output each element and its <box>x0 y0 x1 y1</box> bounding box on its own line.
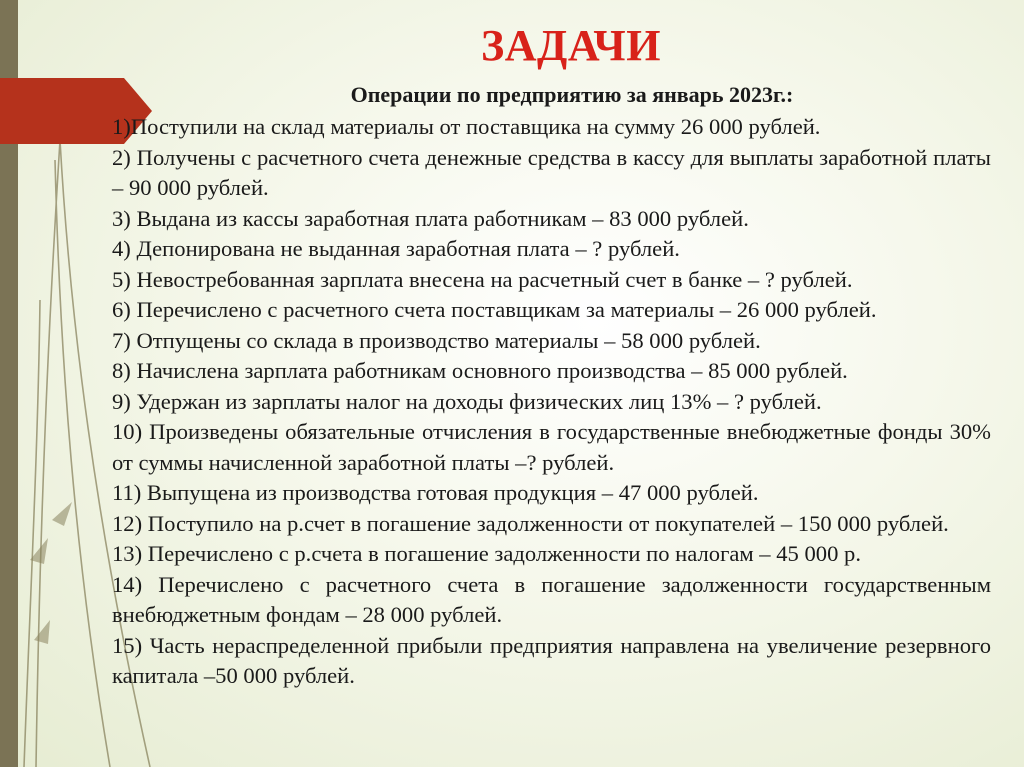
task-item: 5) Невостребованная зарплата внесена на расчетный счет в банке – ? рублей. <box>112 266 853 292</box>
task-item: 1)Поступили на склад материалы от поставщика на сумму 26 000 рублей. <box>112 114 821 139</box>
task-item: 13) Перечислено с р.счета в погашение задолженности по налогам – 45 000 р. <box>112 541 861 566</box>
task-item: 12) Поступило на р.счет в погашение задолженности от покупателей – 150 000 рублей. <box>112 510 949 536</box>
task-item: 2) Получены с расчетного счета денежные средства в кассу для выплаты заработной платы – 90 000 рублей. <box>112 144 991 200</box>
task-item: 14) Перечислено с расчетного счета в погашение задолженности государственным внебюджетным фондам – 28 000 рублей. <box>112 571 991 627</box>
task-item: 10) Произведены обязательные отчисления в государственные внебюджетные фонды 30% от суммы начисленной заработной платы –? рублей. <box>112 419 991 475</box>
task-list <box>112 112 991 692</box>
slide-title: ЗАДАЧИ <box>481 21 661 70</box>
task-item: 8) Начислена зарплата работникам основного производства – 85 000 рублей. <box>112 358 848 383</box>
task-item: 7) Отпущены со склада в производство материалы – 58 000 рублей. <box>112 327 761 353</box>
task-item: 15) Часть нераспределенной прибыли предприятия направлена на увеличение резервного капитала –50 000 рублей. <box>112 632 991 688</box>
task-item: 9) Удержан из зарплаты налог на доходы физических лиц 13% – ? рублей. <box>112 388 822 414</box>
slide-subtitle: Операции по предприятию за январь 2023г.: <box>350 82 794 107</box>
task-item: 3) Выдана из кассы заработная плата работникам – 83 000 рублей. <box>112 205 749 231</box>
task-item: 11) Выпущена из производства готовая продукция – 47 000 рублей. <box>112 480 759 505</box>
task-item: 6) Перечислено с расчетного счета поставщикам за материалы – 26 000 рублей. <box>112 297 877 322</box>
task-item: 4) Депонирована не выданная заработная плата – ? рублей. <box>112 236 680 261</box>
